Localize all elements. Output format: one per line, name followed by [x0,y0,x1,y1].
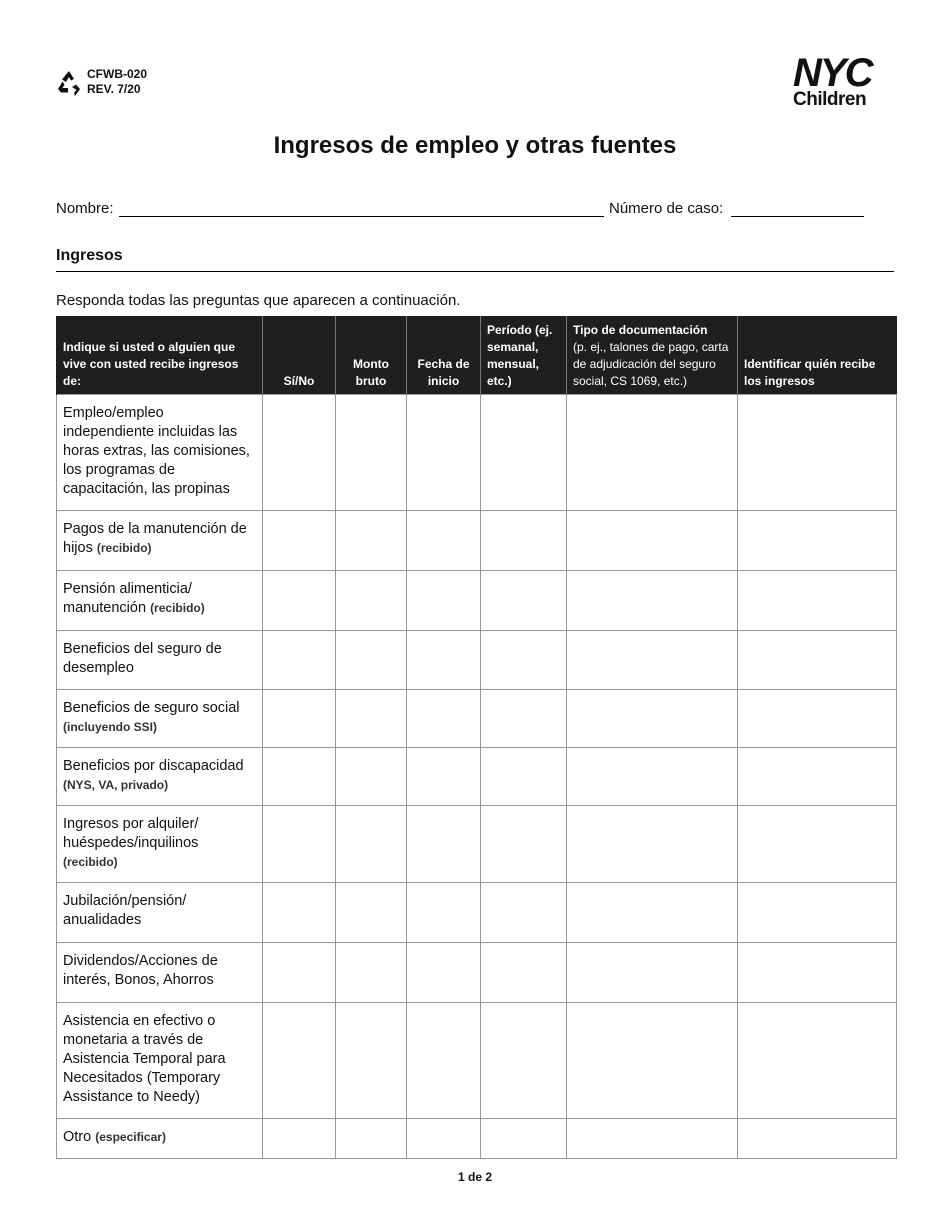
documentation-input-cell[interactable] [567,943,738,1003]
income-source-cell [57,943,263,1003]
start-date-input-cell[interactable] [407,806,481,883]
start-date-input-cell[interactable] [407,883,481,943]
yes-no-input-cell[interactable] [263,631,336,690]
gross-amount-input-cell[interactable] [336,571,407,631]
table-header-row [57,316,897,395]
income-source-cell [57,690,263,748]
recipient-input-cell[interactable] [738,571,897,631]
income-source-label: Beneficios por discapacidad [63,758,244,774]
income-source-note: (especificar) [95,1130,166,1144]
start-date-input-cell[interactable] [407,571,481,631]
start-date-input-cell[interactable] [407,748,481,806]
documentation-input-cell[interactable] [567,571,738,631]
table-row [57,690,897,748]
income-source-cell [57,511,263,571]
documentation-input-cell[interactable] [567,1119,738,1159]
income-source-cell [57,631,263,690]
table-row [57,806,897,883]
gross-amount-input-cell[interactable] [336,690,407,748]
case-number-label: Número de caso: [609,200,724,217]
income-source-label: Ingresos por alquiler/ huéspedes/inquilinos [63,816,199,851]
header-documentation-title: Tipo de documentación [573,323,708,337]
income-table [56,316,897,1159]
yes-no-input-cell[interactable] [263,511,336,571]
table-row [57,748,897,806]
income-source-label: Jubilación/pensión/ anualidades [63,893,187,928]
start-date-input-cell[interactable] [407,511,481,571]
nyc-children-logo [793,51,893,110]
section-heading: Ingresos [56,247,894,272]
form-revision: REV. 7/20 [87,82,141,96]
income-source-note: (recibido) [96,541,152,555]
period-input-cell[interactable] [481,395,567,511]
income-source-cell [57,806,263,883]
period-input-cell[interactable] [481,943,567,1003]
recipient-input-cell[interactable] [738,1119,897,1159]
documentation-input-cell[interactable] [567,883,738,943]
yes-no-input-cell[interactable] [263,1003,336,1119]
table-row [57,511,897,571]
documentation-input-cell[interactable] [567,748,738,806]
yes-no-input-cell[interactable] [263,1119,336,1159]
yes-no-input-cell[interactable] [263,571,336,631]
header-income-source: Indique si usted o alguien que vive con usted recibe ingresos de: [57,316,263,395]
period-input-cell[interactable] [481,748,567,806]
page-number: 1 de 2 [457,1170,493,1184]
income-source-note: (incluyendo SSI) [63,720,158,734]
income-source-label: Empleo/empleo independiente incluidas las horas extras, las comisiones, los programas de capacitación, las propinas [63,405,250,497]
period-input-cell[interactable] [481,571,567,631]
start-date-input-cell[interactable] [407,631,481,690]
name-input-line[interactable] [119,216,604,217]
form-code [87,67,147,97]
header-yes-no: Sí/No [263,316,336,395]
yes-no-input-cell[interactable] [263,748,336,806]
header-start-date: Fecha de inicio [407,316,481,395]
header-period: Período (ej. semanal, mensual, etc.) [481,316,567,395]
header-recipient: Identificar quién recibe los ingresos [738,316,897,395]
yes-no-input-cell[interactable] [263,943,336,1003]
gross-amount-input-cell[interactable] [336,395,407,511]
income-source-label: Beneficios del seguro de desempleo [63,641,222,676]
recipient-input-cell[interactable] [738,511,897,571]
period-input-cell[interactable] [481,883,567,943]
form-number: CFWB-020 [87,67,148,81]
table-row [57,943,897,1003]
income-source-label: Beneficios de seguro social [63,700,240,716]
yes-no-input-cell[interactable] [263,395,336,511]
logo-nyc-text: NYC [793,51,872,95]
income-source-label: Asistencia en efectivo o monetaria a través de Asistencia Temporal para Necesitados (Temporary Assistance to Needy) [63,1013,226,1105]
period-input-cell[interactable] [481,1003,567,1119]
gross-amount-input-cell[interactable] [336,1119,407,1159]
header-gross-amount: Monto bruto [336,316,407,395]
recipient-input-cell[interactable] [738,395,897,511]
income-source-note: (recibido) [63,855,118,869]
income-source-cell [57,571,263,631]
table-row [57,1119,897,1159]
period-input-cell[interactable] [481,511,567,571]
yes-no-input-cell[interactable] [263,690,336,748]
gross-amount-input-cell[interactable] [336,943,407,1003]
table-row [57,395,897,511]
header-documentation [567,316,738,395]
period-input-cell[interactable] [481,690,567,748]
income-source-label: Dividendos/Acciones de interés, Bonos, Ahorros [63,953,218,988]
income-source-label: Otro [63,1129,92,1145]
start-date-input-cell[interactable] [407,690,481,748]
gross-amount-input-cell[interactable] [336,511,407,571]
yes-no-input-cell[interactable] [263,806,336,883]
gross-amount-input-cell[interactable] [336,631,407,690]
income-source-note: (NYS, VA, privado) [63,778,169,792]
income-source-label: Pagos de la manutención de hijos [63,521,247,556]
table-row [57,1003,897,1119]
income-source-cell [57,395,263,511]
page-title: Ingresos de empleo y otras fuentes [273,132,677,159]
recipient-input-cell[interactable] [738,631,897,690]
table-row [57,883,897,943]
recycle-icon [55,69,83,97]
table-row [57,631,897,690]
period-input-cell[interactable] [481,806,567,883]
start-date-input-cell[interactable] [407,395,481,511]
start-date-input-cell[interactable] [407,1119,481,1159]
income-source-note: (recibido) [150,601,205,615]
header-documentation-detail: (p. ej., talones de pago, carta de adjudicación del seguro social, CS 1069, etc.) [573,340,729,388]
instruction-text: Responda todas las preguntas que aparecen a continuación. [56,292,461,309]
documentation-input-cell[interactable] [567,690,738,748]
start-date-input-cell[interactable] [407,1003,481,1119]
income-source-cell [57,883,263,943]
recipient-input-cell[interactable] [738,1003,897,1119]
table-row [57,571,897,631]
start-date-input-cell[interactable] [407,943,481,1003]
name-label: Nombre: [56,200,114,217]
yes-no-input-cell[interactable] [263,883,336,943]
documentation-input-cell[interactable] [567,395,738,511]
gross-amount-input-cell[interactable] [336,806,407,883]
income-source-label: Pensión alimenticia/ manutención [63,581,192,616]
logo-children-text: Children [793,89,867,110]
gross-amount-input-cell[interactable] [336,1003,407,1119]
income-source-cell [57,748,263,806]
recipient-input-cell[interactable] [738,806,897,883]
recipient-input-cell[interactable] [738,943,897,1003]
period-input-cell[interactable] [481,631,567,690]
documentation-input-cell[interactable] [567,1003,738,1119]
recipient-input-cell[interactable] [738,690,897,748]
documentation-input-cell[interactable] [567,511,738,571]
documentation-input-cell[interactable] [567,806,738,883]
income-source-cell [57,1119,263,1159]
gross-amount-input-cell[interactable] [336,883,407,943]
documentation-input-cell[interactable] [567,631,738,690]
recipient-input-cell[interactable] [738,748,897,806]
recipient-input-cell[interactable] [738,883,897,943]
period-input-cell[interactable] [481,1119,567,1159]
case-number-input-line[interactable] [731,216,864,217]
income-source-cell [57,1003,263,1119]
gross-amount-input-cell[interactable] [336,748,407,806]
